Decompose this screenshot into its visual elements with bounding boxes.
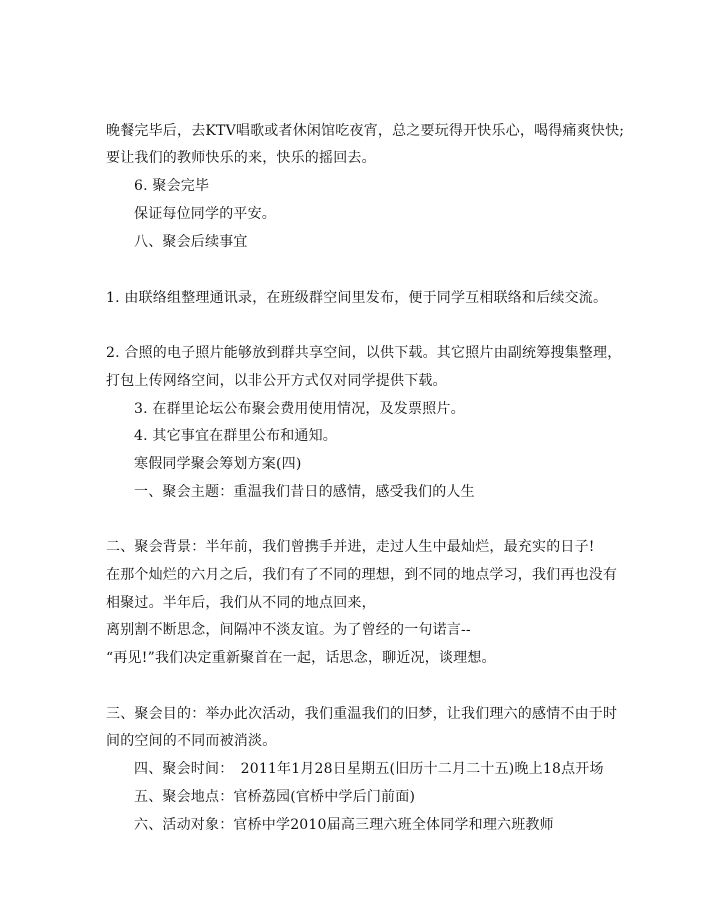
text-line: 打包上传网络空间，以非公开方式仅对同学提供下载。 bbox=[106, 373, 447, 389]
text-line: 6. 聚会完毕 bbox=[134, 178, 210, 194]
section-heading: 八、聚会后续事宜 bbox=[134, 234, 248, 250]
text-line: 保证每位同学的平安。 bbox=[134, 206, 276, 222]
text-line: 1. 由联络组整理通讯录，在班级群空间里发布，便于同学互相联络和后续交流。 bbox=[106, 290, 608, 306]
text-line: 二、聚会背景：半年前，我们曾携手并进，走过人生中最灿烂，最充实的日子! bbox=[106, 539, 595, 555]
text-line: 晚餐完毕后，去KTV唱歌或者休闲馆吃夜宵，总之要玩得开快乐心，喝得痛爽快快; bbox=[106, 123, 625, 139]
text-line: 间的空间的不同而被消淡。 bbox=[106, 733, 277, 749]
text-line: “再见!”我们决定重新聚首在一起，话思念，聊近况，谈理想。 bbox=[106, 650, 496, 666]
text-line: 离别割不断思念，间隔冲不淡友谊。为了曾经的一句诺言-- bbox=[106, 622, 471, 638]
text-line: 一、聚会主题：重温我们昔日的感情，感受我们的人生 bbox=[134, 484, 475, 500]
text-line: 在那个灿烂的六月之后，我们有了不同的理想，到不同的地点学习，我们再也没有 bbox=[106, 567, 618, 583]
text-line: 3. 在群里论坛公布聚会费用使用情况，及发票照片。 bbox=[134, 401, 465, 417]
text-line: 四、聚会时间： 2011年1月28日星期五(旧历十二月二十五)晚上18点开场 bbox=[134, 761, 604, 777]
text-line: 2. 合照的电子照片能够放到群共享空间，以供下载。其它照片由副统筹搜集整理， bbox=[106, 345, 622, 361]
document-subtitle: 寒假同学聚会筹划方案(四) bbox=[134, 456, 302, 472]
text-line: 六、活动对象：官桥中学2010届高三理六班全体同学和理六班教师 bbox=[134, 817, 554, 833]
text-line: 五、聚会地点：官桥荔园(官桥中学后门前面) bbox=[134, 789, 416, 805]
text-line: 三、聚会目的：举办此次活动，我们重温我们的旧梦，让我们理六的感情不由于时 bbox=[106, 706, 618, 722]
text-line: 要让我们的教师快乐的来，快乐的摇回去。 bbox=[106, 150, 376, 166]
text-line: 相聚过。半年后，我们从不同的地点回来， bbox=[106, 595, 376, 611]
text-line: 4. 其它事宜在群里公布和通知。 bbox=[134, 428, 338, 444]
